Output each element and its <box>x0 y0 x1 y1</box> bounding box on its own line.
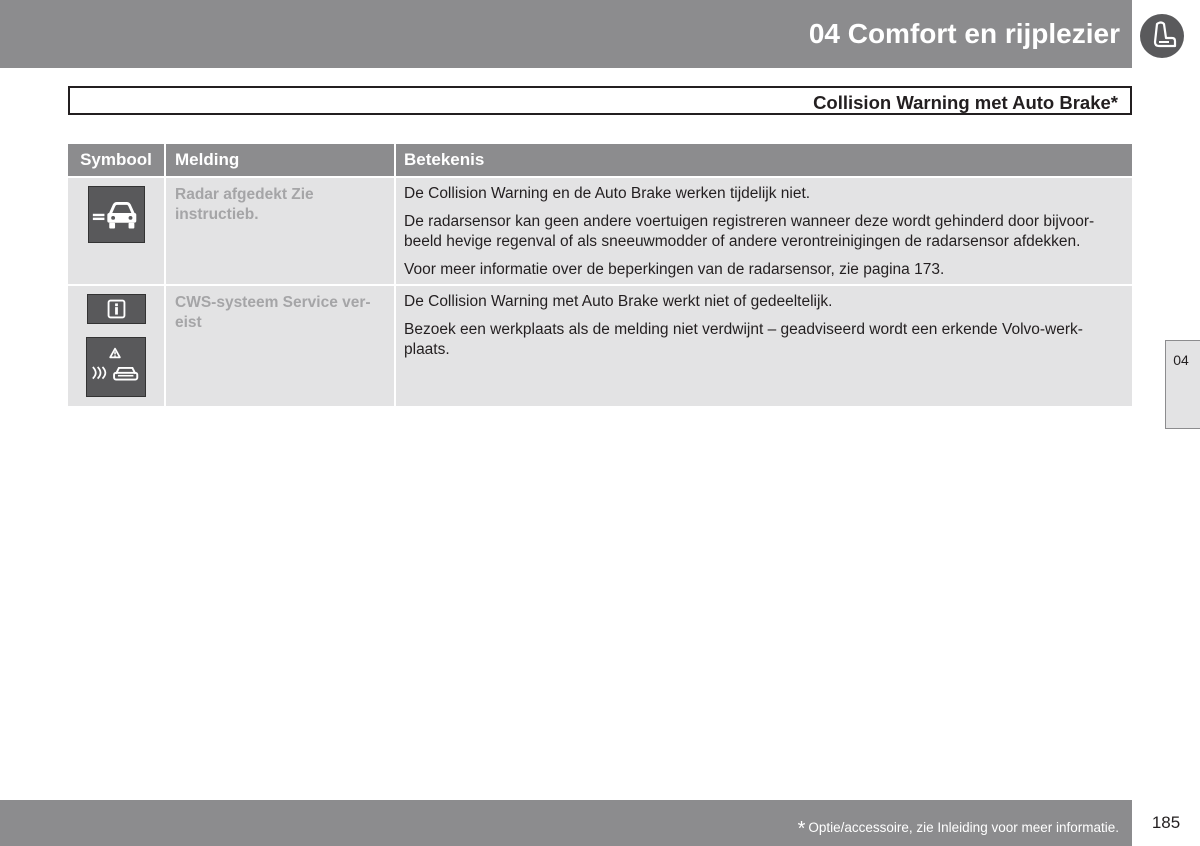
table-row-1-betekenis-cell <box>396 178 1132 284</box>
betekenis-paragraph: De Collision Warning en de Auto Brake werken tijdelijk niet. <box>404 185 811 202</box>
column-header-symbool: Symbool <box>68 144 164 176</box>
betekenis-paragraph: Voor meer informatie over de beperkingen van de radarsensor, zie pagina 173. <box>404 261 945 278</box>
column-header-betekenis: Betekenis <box>396 144 1132 176</box>
section-title: Collision Warning met Auto Brake* <box>813 92 1118 113</box>
chapter-header-bar <box>0 0 1132 68</box>
radar-car-icon <box>88 186 145 243</box>
table-row-2-betekenis-cell <box>396 286 1132 406</box>
collision-warning-icon <box>86 337 146 397</box>
footnote <box>798 818 1119 841</box>
footnote-star: * <box>797 818 806 840</box>
page-number: 185 <box>1151 813 1181 832</box>
info-icon <box>87 294 146 324</box>
section-title-box <box>68 86 1132 115</box>
table-row-1-melding-cell <box>166 178 394 284</box>
footer-bar <box>0 800 1132 846</box>
footnote-text: Optie/accessoire, zie Inleiding voor meer informatie. <box>808 820 1119 835</box>
chapter-side-tab[interactable] <box>1165 340 1200 429</box>
table-row-2-symbol-cell <box>68 286 164 406</box>
seat-icon <box>1140 14 1184 58</box>
column-header-melding: Melding <box>166 144 394 176</box>
betekenis-paragraph: Bezoek een werkplaats als de melding niet verdwijnt – geadviseerd wordt een erkende Volvo-werk-plaats. <box>404 321 1083 358</box>
table-row-2-melding-cell <box>166 286 394 406</box>
melding-text: Radar afgedekt Zie instructieb. <box>175 186 314 223</box>
chapter-title: 04 Comfort en rijplezier <box>808 18 1120 49</box>
table-header <box>68 144 1132 176</box>
betekenis-paragraph: De Collision Warning met Auto Brake werkt niet of gedeeltelijk. <box>404 293 833 310</box>
betekenis-paragraph: De radarsensor kan geen andere voertuigen registreren wanneer deze wordt gehinderd door bijvoor-beeld hevige regenval of als sneeuwmodder of andere verontreinigingen de radarsensor afdekken. <box>404 213 1095 250</box>
side-tab-label: 04 <box>1173 352 1189 368</box>
melding-text: CWS-systeem Service ver-eist <box>175 294 371 331</box>
table-row-1-symbol-cell <box>68 178 164 284</box>
